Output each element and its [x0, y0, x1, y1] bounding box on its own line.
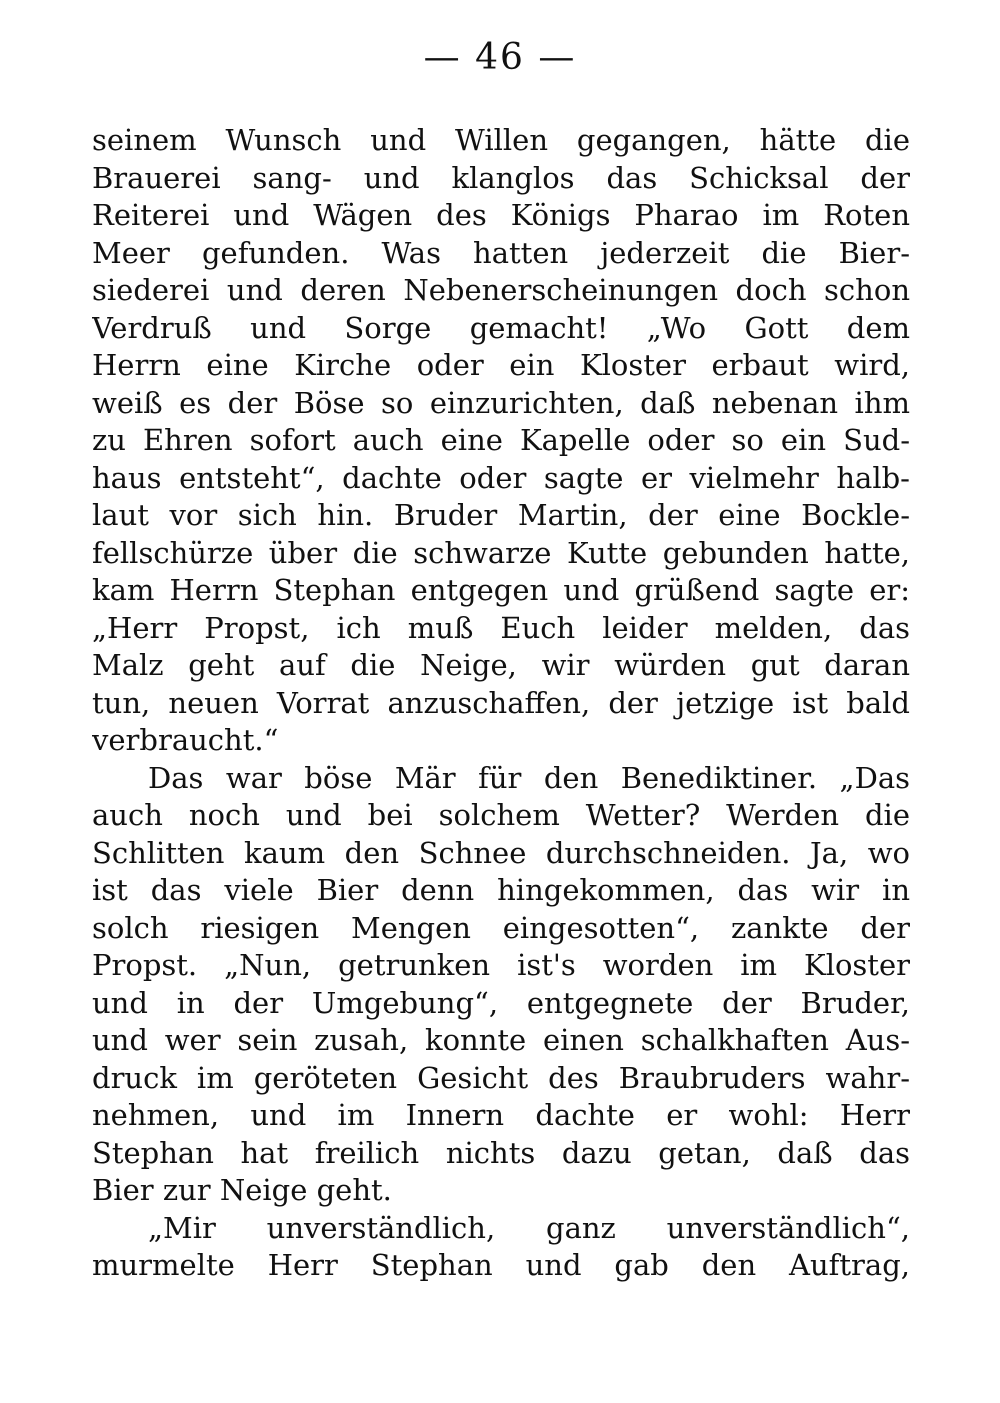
text-line: auch noch und bei solchem Wetter? Werden die — [92, 798, 910, 832]
text-line: Malz geht auf die Neige, wir würden gut daran — [92, 648, 910, 682]
text-line: seinem Wunsch und Willen gegangen, hätte die — [92, 123, 910, 157]
text-line: Meer gefunden. Was hatten jederzeit die Bier- — [92, 235, 910, 270]
text-line: druck im geröteten Gesicht des Braubruders wahr- — [92, 1060, 910, 1095]
text-line: „Mir unverständlich, ganz unverständlich“, — [148, 1210, 910, 1245]
text-line: zu Ehren sofort auch eine Kapelle oder so ein Sud- — [92, 423, 910, 457]
page-number: — 46 — — [423, 37, 577, 78]
text-line: Brauerei sang- und klanglos das Schicksal der — [92, 160, 910, 195]
text-line: Reiterei und Wägen des Königs Pharao im Roten — [92, 198, 910, 232]
text-line: Schlitten kaum den Schnee durchschneiden. Ja, wo — [92, 835, 910, 870]
text-line: weiß es der Böse so einzurichten, daß nebenan ihm — [92, 385, 910, 420]
text-line: haus entsteht“, dachte oder sagte er vielmehr halb- — [92, 460, 910, 495]
text-line: tun, neuen Vorrat anzuschaffen, der jetzige ist bald — [92, 685, 910, 720]
text-line: murmelte Herr Stephan und gab den Auftrag, — [92, 1248, 910, 1282]
text-line: solch riesigen Mengen eingesotten“, zankte der — [92, 910, 910, 945]
text-line: Das war böse Mär für den Benediktiner. „Das — [148, 760, 910, 795]
text-line: und wer sein zusah, konnte einen schalkhaften Aus- — [92, 1023, 910, 1057]
text-line: und in der Umgebung“, entgegnete der Bruder, — [92, 985, 910, 1020]
text-line: verbraucht.“ — [92, 723, 279, 757]
text-line: kam Herrn Stephan entgegen und grüßend sagte er: — [92, 573, 910, 607]
text-line: siederei und deren Nebenerscheinungen doch schon — [92, 273, 910, 307]
text-line: Stephan hat freilich nichts dazu getan, daß das — [92, 1135, 910, 1170]
body-text — [92, 122, 910, 1285]
text-line: fellschürze über die schwarze Kutte gebunden hatte, — [92, 535, 910, 570]
text-line: Verdruß und Sorge gemacht! „Wo Gott dem — [92, 310, 910, 345]
text-line: Bier zur Neige geht. — [92, 1173, 392, 1207]
text-line: ist das viele Bier denn hingekommen, das wir in — [92, 873, 910, 907]
text-line: laut vor sich hin. Bruder Martin, der eine Bockle- — [92, 498, 910, 532]
text-line: „Herr Propst, ich muß Euch leider melden, das — [92, 610, 910, 645]
text-line: Propst. „Nun, getrunken ist's worden im Kloster — [92, 948, 910, 982]
text-line: Herrn eine Kirche oder ein Kloster erbaut wird, — [92, 348, 910, 382]
text-line: nehmen, und im Innern dachte er wohl: Herr — [92, 1098, 910, 1132]
